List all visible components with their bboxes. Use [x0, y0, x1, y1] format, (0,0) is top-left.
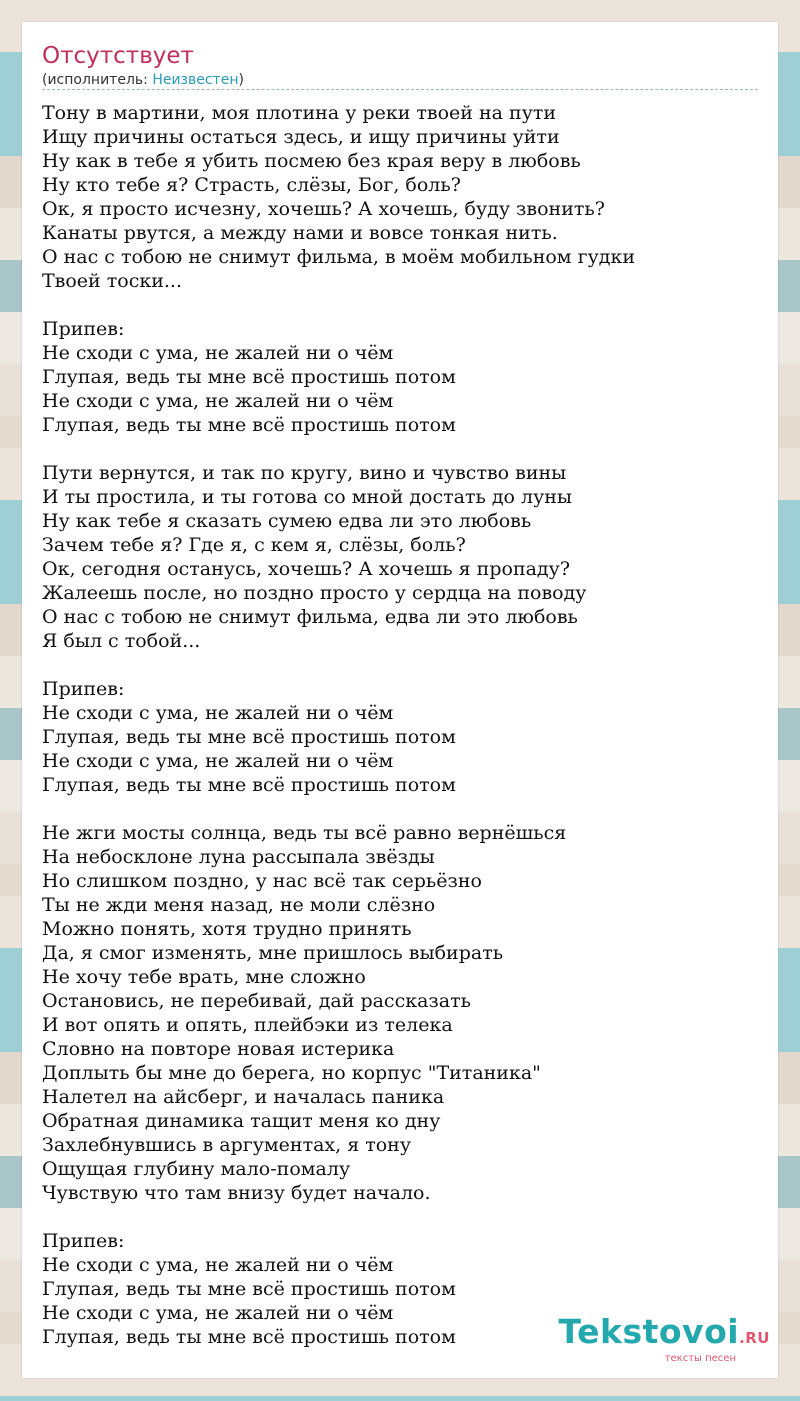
site-logo[interactable] [559, 1314, 770, 1364]
lyric-line: Налетел на айсберг, и началась паника [42, 1086, 445, 1108]
artist-prefix: (исполнитель: [42, 72, 153, 88]
lyric-line: Припев: [42, 318, 125, 340]
logo-main-text: Tekstovoi [558, 1312, 740, 1351]
logo-wordmark [559, 1314, 770, 1356]
lyric-line: Можно понять, хотя трудно принять [42, 918, 412, 940]
lyric-line: Чувствую что там внизу будет начало. [42, 1182, 431, 1204]
lyric-line: Ощущая глубину мало-помалу [42, 1158, 351, 1180]
lyric-line: Не сходи с ума, не жалей ни о чём [42, 750, 394, 772]
lyric-line: Не сходи с ума, не жалей ни о чём [42, 342, 394, 364]
lyric-line: На небосклоне луна рассыпала звёзды [42, 846, 435, 868]
lyric-line: Глупая, ведь ты мне всё простишь потом [42, 366, 456, 388]
logo-tld: .RU [739, 1329, 770, 1347]
lyric-line: Ок, я просто исчезну, хочешь? А хочешь, буду звонить? [42, 198, 605, 220]
lyric-line: Ты не жди меня назад, не моли слёзно [42, 894, 436, 916]
lyric-line: Канаты рвутся, а между нами и вовсе тонкая нить. [42, 222, 558, 244]
artist-suffix: ) [238, 72, 244, 88]
artist-line [42, 71, 244, 89]
lyric-line: Но слишком поздно, у нас всё так серьёзно [42, 870, 482, 892]
lyric-line: Обратная динамика тащит меня ко дну [42, 1110, 441, 1132]
lyric-line: Ну кто тебе я? Страсть, слёзы, Бог, боль? [42, 174, 461, 196]
lyric-line: Глупая, ведь ты мне всё простишь потом [42, 1326, 456, 1348]
lyric-line: Припев: [42, 1230, 125, 1252]
lyric-line: Ищу причины остаться здесь, и ищу причины уйти [42, 126, 560, 148]
lyric-line: Не сходи с ума, не жалей ни о чём [42, 390, 394, 412]
title-divider [42, 89, 758, 90]
lyric-line: Жалеешь после, но поздно просто у сердца на поводу [42, 582, 587, 604]
lyric-line: Глупая, ведь ты мне всё простишь потом [42, 1278, 456, 1300]
lyric-line: Глупая, ведь ты мне всё простишь потом [42, 774, 456, 796]
lyric-line: Да, я смог изменять, мне пришлось выбирать [42, 942, 504, 964]
lyric-line: Пути вернутся, и так по кругу, вино и чувство вины [42, 462, 567, 484]
song-title: Отсутствует [42, 43, 194, 69]
lyric-line: И вот опять и опять, плейбэки из телека [42, 1014, 453, 1036]
lyrics-text [42, 101, 758, 1349]
lyric-line: Зачем тебе я? Где я, с кем я, слёзы, боль? [42, 534, 466, 556]
lyric-line: Ну как в тебе я убить посмею без края веру в любовь [42, 150, 581, 172]
lyric-blank-line [42, 437, 758, 461]
lyric-blank-line [42, 653, 758, 677]
lyric-line: Не сходи с ума, не жалей ни о чём [42, 702, 394, 724]
lyric-line: О нас с тобою не снимут фильма, едва ли это любовь [42, 606, 578, 628]
lyric-line: О нас с тобою не снимут фильма, в моём мобильном гудки [42, 246, 635, 268]
lyric-line: Доплыть бы мне до берега, но корпус "Титаника" [42, 1062, 541, 1084]
lyric-line: Не сходи с ума, не жалей ни о чём [42, 1302, 394, 1324]
lyric-line: Не жги мосты солнца, ведь ты всё равно вернёшься [42, 822, 567, 844]
lyric-line: Ок, сегодня останусь, хочешь? А хочешь я пропаду? [42, 558, 571, 580]
lyric-line: Глупая, ведь ты мне всё простишь потом [42, 414, 456, 436]
lyrics-card [22, 22, 778, 1378]
lyric-blank-line [42, 293, 758, 317]
lyric-blank-line [42, 797, 758, 821]
artist-link[interactable]: Неизвестен [152, 72, 239, 88]
lyric-line: Твоей тоски... [42, 270, 183, 292]
logo-tagline: тексты песен [664, 1353, 736, 1364]
lyric-line: Не хочу тебе врать, мне сложно [42, 966, 366, 988]
lyric-blank-line [42, 1205, 758, 1229]
lyric-line: Глупая, ведь ты мне всё простишь потом [42, 726, 456, 748]
lyric-line: Ну как тебе я сказать сумею едва ли это любовь [42, 510, 532, 532]
lyric-line: Тону в мартини, моя плотина у реки твоей на пути [42, 102, 557, 124]
lyric-line: Я был с тобой... [42, 630, 201, 652]
lyric-line: Захлебнувшись в аргументах, я тону [42, 1134, 412, 1156]
lyric-line: И ты простила, и ты готова со мной достать до луны [42, 486, 573, 508]
lyric-line: Не сходи с ума, не жалей ни о чём [42, 1254, 394, 1276]
lyric-line: Припев: [42, 678, 125, 700]
lyric-line: Словно на повторе новая истерика [42, 1038, 395, 1060]
lyric-line: Остановись, не перебивай, дай рассказать [42, 990, 471, 1012]
